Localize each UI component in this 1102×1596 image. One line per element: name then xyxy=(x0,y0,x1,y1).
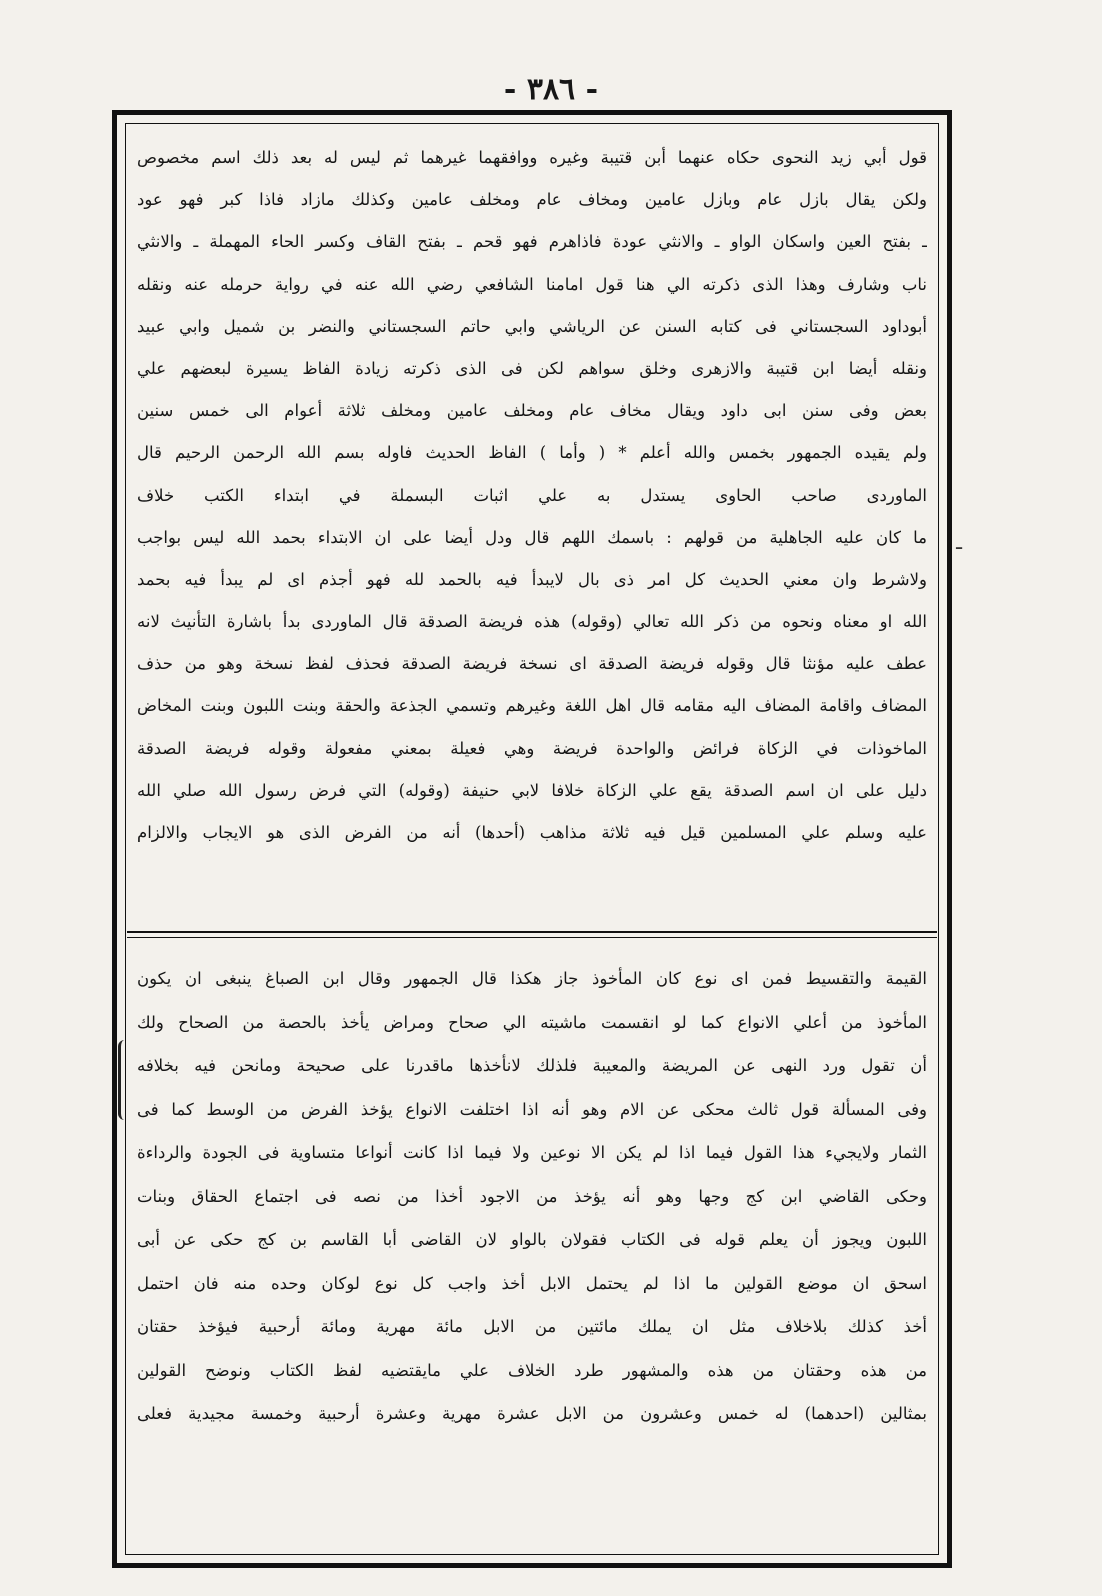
main-text-line: المضاف واقامة المضاف اليه مقامه قال اهل اللغة وغيرهم وتسمي الجذعة والحقة وبنت اللبون وبنت المخاض xyxy=(137,696,927,716)
main-text-line: ولاشرط وان معني الحديث كل امر ذى بال لايبدأ فيه بالحمد لله فهو أجذم اى لم يبدأ فيه بحمد xyxy=(137,569,927,589)
page-number: - ٣٨٦ - xyxy=(503,72,599,107)
main-text-line: عطف عليه مؤنثا قال وقوله فريضة الصدقة اى نسخة فريضة الصدقة فحذف لفظ نسخة وهو من حذف xyxy=(137,654,927,674)
main-text-line: الماخوذات في الزكاة فرائض والواحدة فريضة وهي فعيلة بمعني مفعولة وقوله فريضة الصدقة xyxy=(137,738,927,758)
main-text-line: الماوردى صاحب الحاوى يستدل به علي اثبات البسملة في ابتداء الكتب خلاف xyxy=(137,485,927,505)
main-text-line: قول أبي زيد النحوى حكاه عنهما أبن قتيبة وغيره ووافقهما غيرهما ثم ليس له بعد ذلك اسم مخصوص xyxy=(137,148,927,167)
main-text-line: بعض وفى سنن ابى داود ويقال مخاف عام ومخلف عامين ومخلف ثلاثة أعوام الى خمس سنين xyxy=(137,401,927,421)
lower-text-line: الثمار ولايجيء هذا القول فيما اذا لم يكن الا نوعين ولا فيما اذا كانت أنواعا متساوية فى الجودة والرداءة xyxy=(137,1143,927,1162)
section-divider-thin xyxy=(127,937,937,938)
margin-bracket-mark xyxy=(118,1040,131,1120)
main-text-line: ما كان عليه الجاهلية من قولهم : باسمك اللهم قال ودل أيضا على ان الابتداء بحمد الله ليس بواجب xyxy=(137,527,927,547)
lower-text-line: القيمة والتقسيط فمن اى نوع كان المأخوذ جاز هكذا قال الجمهور وقال ابن الصباغ ينبغى ان يكون xyxy=(137,969,927,988)
main-text-line: عليه وسلم علي المسلمين قيل فيه ثلاثة مذاهب (أحدها) أنه من الفرض الذى هو الايجاب والالزام xyxy=(137,823,927,842)
margin-annotation-mark: ـ xyxy=(956,530,962,554)
lower-text-line: اسحق ان موضع القولين ما اذا لم يحتمل الابل أخذ واجب كل نوع لوكان وحده منه فان احتمل xyxy=(137,1273,927,1293)
section-divider xyxy=(127,931,937,933)
lower-text-line: وحكى القاضي ابن كج وجها وهو أنه يؤخذ من الاجود أخذا من نصه فى اجتماع الحقاق وبنات xyxy=(137,1186,927,1206)
main-text-line: أبوداود السجستاني فى كتابه السنن عن الرياشي وابي حاتم السجستاني والنضر بن شميل وابي عبيد xyxy=(137,316,927,336)
lower-text-line: وفى المسألة قول ثالث محكى عن الام وهو أنه اذا اختلفت الانواع يؤخذ الفرض من الوسط كما فى xyxy=(137,1099,927,1119)
lower-text-line: أخذ كذلك بلاخلاف مثل ان يملك مائتين من الابل مائة مهرية ومائة أرحبية فيؤخذ حقتان xyxy=(137,1317,927,1336)
main-text-line: دليل على ان اسم الصدقة يقع علي الزكاة خلافا لابي حنيفة (وقوله) التي فرض رسول الله صلي الله xyxy=(137,780,927,800)
lower-text-line: أن تقول ورد النهى عن المريضة والمعيبة فلذلك لانأخذها ماقدرنا على صحيحة ومانحن فيه بخلافه xyxy=(137,1056,927,1075)
main-text-line: ولكن يقال بازل عام وبازل عامين ومخاف عام ومخلف عامين وكذلك مازاد فاذا كبر فهو عود xyxy=(137,190,927,210)
lower-text-line: المأخوذ من أعلي الانواع كما لو انقسمت ماشيته الي صحاح ومراض يأخذ بالحصة من الصحاح ولك xyxy=(137,1012,927,1032)
main-text-line: ـ بفتح العين واسكان الواو ـ والانثي عودة فاذاهرم فهو قحم ـ بفتح القاف وكسر الحاء المهملة ـ والانثي xyxy=(137,232,927,252)
lower-text-line: بمثالين (احدهما) له خمس وعشرون من الابل عشرة مهرية وعشرة أرحبية وخمسة مجيدية فعلى xyxy=(137,1404,927,1423)
main-text-section xyxy=(137,137,927,854)
lower-text-line: من هذه وحقتان من هذه والمشهور طرد الخلاف علي مايقتضيه لفظ الكتاب ونوضح القولين xyxy=(137,1360,927,1380)
main-text-line: ونقله أيضا ابن قتيبة والازهرى وخلق سواهم لكن فى الذى ذكرته زيادة الفاظ يسيرة لبعضهم علي xyxy=(137,358,927,378)
main-text-line: ناب وشارف وهذا الذى ذكرته الي هنا قول امامنا الشافعي رضي الله عنه في رواية حرمله عنه ونقله xyxy=(137,274,927,294)
lower-text-section xyxy=(137,957,927,1436)
main-text-line: الله او معناه ونحوه من ذكر الله تعالي (وقوله) هذه فريضة الصدقة قال الماوردى بدأ باشارة التأنيث لانه xyxy=(137,612,927,632)
text-frame xyxy=(112,110,952,1568)
main-text-line: ولم يقيده الجمهور بخمس والله أعلم * ( وأما ) الفاظ الحديث فاوله بسم الله الرحمن الرحيم قال xyxy=(137,443,927,463)
lower-text-line: اللبون ويجوز أن يعلم قوله فى الكتاب فقولان بالواو لان القاضى أبا القاسم بن كج حكى عن أبى xyxy=(137,1230,927,1249)
